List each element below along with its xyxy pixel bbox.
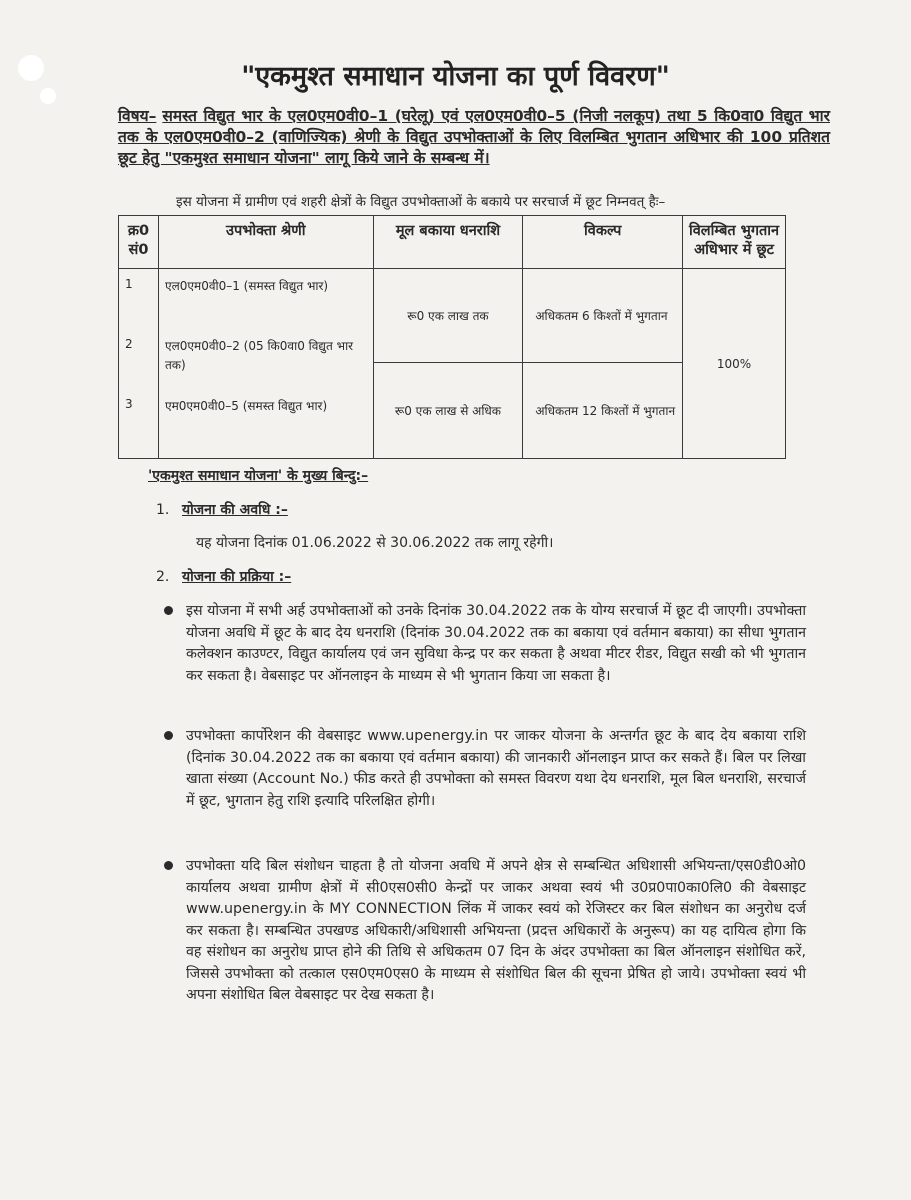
col-header-amount: मूल बकाया धनराशि (373, 216, 523, 269)
document-title: "एकमुश्त समाधान योजना का पूर्ण विवरण" (241, 61, 670, 92)
category-cell (158, 269, 373, 459)
serial-number: 2 (125, 337, 133, 351)
rebate-cell: 100% (683, 269, 786, 459)
key-points-heading: 'एकमुश्त समाधान योजना' के मुख्य बिन्दु:– (148, 468, 369, 484)
option-cell: अधिकतम 6 किश्तों में भुगतान (523, 269, 683, 363)
option-cell: अधिकतम 12 किश्तों में भुगतान (523, 362, 683, 458)
col-header-rebate: विलम्बित भुगतान अधिभार में छूट (683, 216, 786, 269)
amount-cell: रू0 एक लाख से अधिक (373, 362, 523, 458)
section-title: योजना की प्रक्रिया :– (182, 569, 292, 585)
category-item: एल0एम0वी0–2 (05 कि0वा0 विद्युत भार तक) (164, 339, 354, 372)
table-row (119, 269, 786, 363)
category-item: एल0एम0वी0–1 (समस्त विद्युत भार) (164, 279, 329, 293)
subject-line (118, 106, 830, 169)
rebate-table (118, 215, 786, 459)
section-number: 2. (156, 569, 170, 585)
process-bullet (186, 726, 806, 812)
serial-number: 3 (125, 397, 133, 411)
process-bullet (186, 856, 806, 1007)
section-heading-validity (156, 500, 288, 519)
intro-text: इस योजना में ग्रामीण एवं शहरी क्षेत्रों के विद्युत उपभोक्ताओं के बकाये पर सरचार्ज में छूट निम्नवत् हैः– (176, 194, 666, 210)
section-title: योजना की अवधि :– (182, 502, 288, 518)
bullet-text: उपभोक्ता कार्पोरेशन की वेबसाइट www.upenergy.in पर जाकर योजना के अन्तर्गत छूट के बाद देय बकाया राशि (दिनांक 30.04.2022 तक का बकाया एवं वर्तमान बकाया) की जानकारी ऑनलाइन प्राप्त कर सकते हैं। बिल पर लिखा खाता संख्या (Account No.) फीड करते ही उपभोक्ता को समस्त विवरण यथा देय धनराशि, मूल बिल धनराशि, सरचार्ज में छूट, भुगतान हेतु राशि इत्यादि परिलक्षित होगी। (186, 728, 806, 809)
bullet-icon (164, 861, 173, 870)
subject-text: समस्त विद्युत भार के एल0एम0वी0–1 (घरेलू) एवं एल0एम0वी0–5 (निजी नलकूप) तथा 5 कि0वा0 विद्युत भार तक के एल0एम0वी0–2 (वाणिज्यिक) श्रेणी के विद्युत उपभोक्ताओं के लिए विलम्बित भुगतान अधिभार की 100 प्रतिशत छूट हेतु "एकमुश्त समाधान योजना" लागू किये जाने के सम्बन्ध में। (118, 107, 830, 167)
bullet-text: इस योजना में सभी अर्ह उपभोक्ताओं को उनके दिनांक 30.04.2022 तक के योग्य सरचार्ज में छूट दी जाएगी। उपभोक्ता योजना अवधि में छूट के बाद देय धनराशि (दिनांक 30.04.2022 तक का बकाया एवं वर्तमान बकाया) का सीधा भुगतान कलेक्शन काउण्टर, विद्युत कार्यालय एवं जन सुविधा केन्द्र पर कर सकता है अथवा मीटर रीडर, विद्युत सखी को भी भुगतान कर सकता है। वेबसाइट पर ऑनलाइन के माध्यम से भी भुगतान किया जा सकता है। (186, 603, 806, 684)
section-heading-process (156, 567, 291, 586)
bullet-icon (164, 731, 173, 740)
subject-label: विषय– (118, 107, 157, 125)
table-header-row (119, 216, 786, 269)
col-header-sn: क्र0 सं0 (119, 216, 159, 269)
bullet-icon (164, 606, 173, 615)
category-item: एम0एम0वी0–5 (समस्त विद्युत भार) (164, 399, 328, 413)
col-header-category: उपभोक्ता श्रेणी (158, 216, 373, 269)
section-number: 1. (156, 502, 170, 518)
validity-text: यह योजना दिनांक 01.06.2022 से 30.06.2022 तक लागू रहेगी। (196, 535, 554, 551)
amount-cell: रू0 एक लाख तक (373, 269, 523, 363)
col-header-option: विकल्प (523, 216, 683, 269)
serial-cell (119, 269, 159, 459)
serial-number: 1 (125, 277, 133, 291)
process-bullet (186, 601, 806, 687)
bullet-text: उपभोक्ता यदि बिल संशोधन चाहता है तो योजना अवधि में अपने क्षेत्र से सम्बन्धित अधिशासी अभियन्ता/एस0डी0ओ0 कार्यालय अथवा ग्रामीण क्षेत्रों में सी0एस0सी0 केन्द्रों पर जाकर अथवा स्वयं भी उ0प्र0पा0का0लि0 की वेबसाइट www.upenergy.in के MY CONNECTION लिंक में जाकर स्वयं को रेजिस्टर कर बिल संशोधन का अनुरोध दर्ज कर सकता है। सम्बन्धित उपखण्ड अधिकारी/अधिशासी अभियन्ता (प्रदत्त अधिकारों के अनुरूप) का यह दायित्व होगा कि वह संशोधन का अनुरोध प्राप्त होने की तिथि से अधिकतम 07 दिन के अंदर उपभोक्ता का बिल ऑनलाइन संशोधित करें, जिससे उपभोक्ता को तत्काल एस0एम0एस0 के माध्यम से संशोधित बिल की सूचना प्रेषित हो जाये। उपभोक्ता स्वयं भी अपना संशोधित बिल वेबसाइट पर देख सकता है। (186, 858, 806, 1003)
